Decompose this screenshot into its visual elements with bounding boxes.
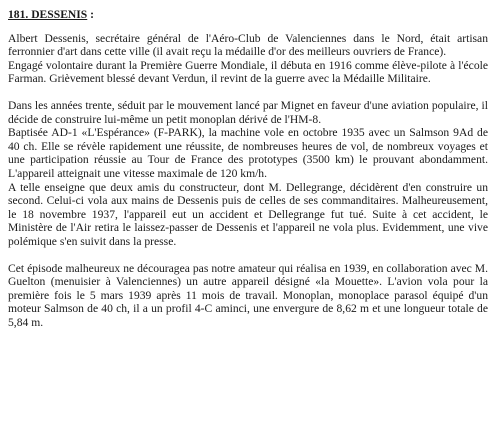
- text-block-ad1: [8, 99, 488, 249]
- paragraph: A telle enseigne que deux amis du constructeur, dont M. Dellegrange, décidèrent d'en construire un second. Celui-ci vola aux mains de Dessenis puis de celles de ses commanditaires. Malheureusement, le 18 novembre 1937, l'appareil eut un accident et Dellegrange fut tué. Suite à cet accident, le Ministère de l'Air retira le laissez-passer de Dessenis et l'appareil ne vola plus. Evidemment, une vive polémique s'en suivit dans la presse.: [8, 180, 488, 248]
- paragraph: Baptisée AD-1 «L'Espérance» (F-PARK), la machine vole en octobre 1935 avec un Salmson 9Ad de 40 ch. Elle se révèle rapidement une réussite, de nombreuses heures de vol, de nombreux voyages et une participation réussie au Tour de France des prototypes (3500 km) le prouvant abondamment. L'appareil atteignait une vitesse maximale de 120 km/h.: [8, 126, 488, 180]
- paragraph: Albert Dessenis, secrétaire général de l'Aéro-Club de Valenciennes dans le Nord, était artisan ferronnier d'art dans cette ville (il avait reçu la médaille d'or des meilleurs ouvriers de France).: [8, 31, 488, 59]
- text-block-mouette: [8, 262, 488, 330]
- text-block-biography: [8, 32, 488, 86]
- section-title-colon: :: [87, 8, 95, 21]
- paragraph-gap: [8, 86, 488, 99]
- section-title: 181. DESSENIS: [8, 8, 88, 21]
- paragraph: Dans les années trente, séduit par le mouvement lancé par Mignet en faveur d'une aviation populaire, il décide de construire lui-même un petit monoplan dérivé de l'HM-8.: [8, 98, 488, 126]
- paragraph: Engagé volontaire durant la Première Guerre Mondiale, il débuta en 1916 comme élève-pilote à l'école Farman. Grièvement blessé devant Verdun, il revint de la guerre avec la Médaille Militaire.: [8, 58, 488, 86]
- paragraph-gap: [8, 249, 488, 262]
- section-heading: [8, 8, 488, 22]
- paragraph: Cet épisode malheureux ne découragea pas notre amateur qui réalisa en 1939, en collaboration avec M. Guelton (menuisier à Valenciennes) un autre appareil désigné «la Mouette». L'avion vola pour la première fois le 5 mars 1939 après 11 mois de travail. Monoplan, monoplace parasol équipé d'un moteur Salmson de 40 ch, il a un profil 4-C aminci, une envergure de 8,62 m et une longueur totale de 5,84 m.: [8, 261, 488, 329]
